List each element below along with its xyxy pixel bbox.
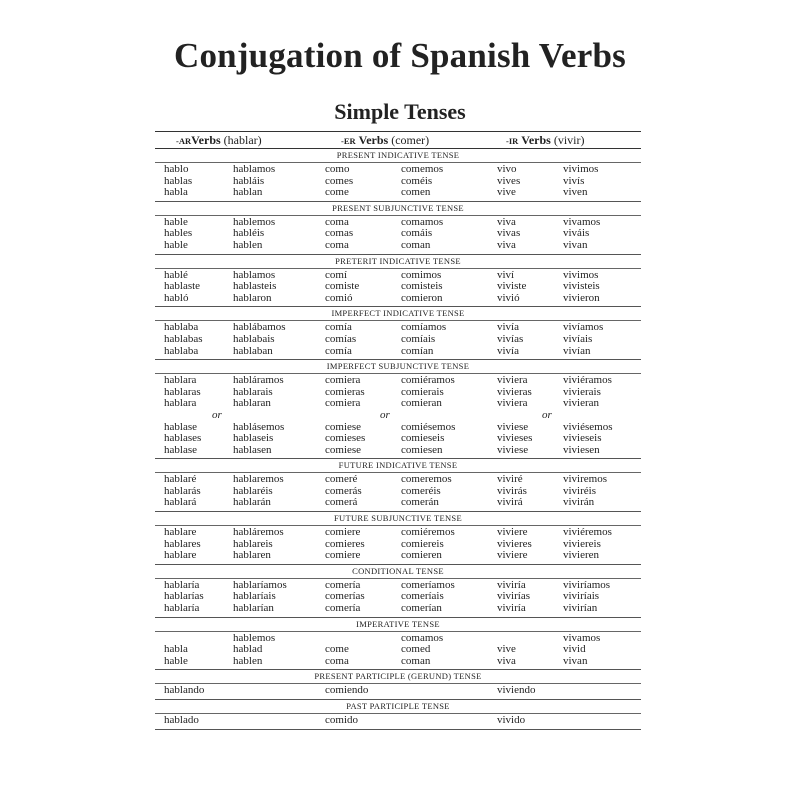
conjugation-cell: comíamos: [401, 321, 447, 334]
conjugation-row: [155, 334, 641, 346]
conjugation-cell: comieron: [401, 291, 443, 304]
conjugation-cell: hablen: [233, 238, 263, 251]
conjugation-cell: comimos: [401, 268, 442, 281]
conjugation-cell: viviría: [497, 578, 526, 591]
conjugation-cell: comieran: [401, 397, 442, 410]
conjugation-cell: habláis: [233, 174, 265, 187]
conjugation-cell: hablará: [164, 496, 197, 509]
conjugation-cell: hablaba: [164, 321, 199, 334]
conjugation-cell: hables: [164, 227, 193, 240]
conjugation-cell: viven: [563, 186, 588, 199]
conjugation-cell: viva: [497, 215, 516, 228]
conjugation-cell: comiese: [325, 443, 362, 456]
conjugation-cell: hablasen: [233, 443, 272, 456]
conjugation-cell: hablé: [164, 268, 188, 281]
conjugation-cell: hable: [164, 654, 188, 667]
conjugation-cell: vivan: [563, 238, 588, 251]
tense-block: [155, 632, 641, 671]
er-example: (comer): [391, 133, 430, 147]
conjugation-cell: comieseis: [401, 432, 445, 445]
conjugation-cell: vive: [497, 643, 516, 656]
conjugation-cell: hablas: [164, 174, 193, 187]
conjugation-cell: coman: [401, 238, 431, 251]
conjugation-cell: hablaba: [164, 344, 199, 357]
conjugation-cell: hablaremos: [233, 473, 284, 486]
conjugation-cell: vivan: [563, 654, 588, 667]
conjugation-cell: viviera: [497, 397, 528, 410]
conjugation-cell: hablaste: [164, 280, 201, 293]
conjugation-cell: comieres: [325, 537, 365, 550]
conjugation-cell: hablásemos: [233, 420, 285, 433]
conjugation-cell: comiste: [325, 280, 360, 293]
conjugation-cell: comerán: [401, 496, 439, 509]
conjugation-cell: hablabas: [164, 332, 203, 345]
conjugation-cell: habláremos: [233, 526, 284, 539]
conjugation-cell: comieren: [401, 549, 442, 562]
tense-block: [155, 374, 641, 459]
tense-block: [155, 216, 641, 255]
conjugation-row: [155, 603, 641, 615]
conjugation-cell: vivían: [563, 344, 591, 357]
conjugation-cell: hablaras: [164, 385, 201, 398]
conjugation-cell: comido: [325, 714, 358, 726]
conjugation-cell: viviré: [497, 473, 523, 486]
conjugation-row: [155, 445, 641, 457]
conjugation-row: [155, 398, 641, 410]
conjugation-cell: comeré: [325, 473, 358, 486]
ar-column-header: [176, 132, 262, 149]
conjugation-cell: hablaseis: [233, 432, 274, 445]
conjugation-cell: viviere: [497, 549, 528, 562]
tense-title: PRESENT INDICATIVE TENSE: [155, 149, 641, 163]
conjugation-cell: hablamos: [233, 163, 276, 175]
conjugation-row: [155, 685, 641, 697]
conjugation-cell: viviendo: [497, 684, 536, 697]
conjugation-cell: comiendo: [325, 684, 369, 697]
conjugation-cell: viviríamos: [563, 578, 611, 591]
conjugation-cell: come: [325, 643, 349, 656]
conjugation-cell: hablábamos: [233, 321, 286, 334]
conjugation-cell: comiésemos: [401, 420, 456, 433]
conjugation-cell: coméis: [401, 174, 433, 187]
conjugation-cell: vive: [497, 186, 516, 199]
conjugation-row: [155, 527, 641, 539]
conjugation-cell: habló: [164, 291, 189, 304]
conjugation-cell: comerías: [325, 590, 365, 603]
tense-block: [155, 163, 641, 202]
conjugation-cell: comiere: [325, 549, 361, 562]
tense-title: CONDITIONAL TENSE: [155, 565, 641, 579]
conjugation-cell: comiera: [325, 374, 361, 387]
tense-title: PRESENT PARTICIPLE (GERUND) TENSE: [155, 670, 641, 684]
conjugation-cell: comiéramos: [401, 374, 455, 387]
conjugation-cell: hablaban: [233, 344, 273, 357]
conjugation-cell: comíais: [401, 332, 436, 345]
conjugation-cell: viviría: [497, 602, 526, 615]
conjugation-cell: viviere: [497, 526, 528, 539]
conjugation-cell: viviste: [497, 280, 527, 293]
conjugation-cell: comerían: [401, 602, 442, 615]
tense-title: FUTURE SUBJUNCTIVE TENSE: [155, 512, 641, 526]
er-word: Verbs: [358, 133, 389, 147]
conjugation-cell: viva: [497, 654, 516, 667]
conjugation-row: [155, 497, 641, 509]
conjugation-cell: viviereis: [563, 537, 601, 550]
tense-title: PRETERIT INDICATIVE TENSE: [155, 255, 641, 269]
conjugation-cell: hablan: [233, 186, 263, 199]
conjugation-cell: hablase: [164, 443, 197, 456]
conjugation-cell: vivías: [497, 332, 524, 345]
conjugation-cell: vivirá: [497, 496, 523, 509]
conjugation-cell: vivieren: [563, 549, 600, 562]
tense-sections: [155, 149, 641, 730]
conjugation-cell: vivieron: [563, 291, 600, 304]
conjugation-cell: comías: [325, 332, 357, 345]
tense-title: IMPERFECT INDICATIVE TENSE: [155, 307, 641, 321]
conjugation-cell: comiéremos: [401, 526, 455, 539]
tense-block: [155, 714, 641, 730]
conjugation-cell: vivieses: [497, 432, 533, 445]
conjugation-cell: hablad: [233, 643, 263, 656]
conjugation-cell: habléis: [233, 227, 265, 240]
er-column-header: [341, 132, 429, 149]
conjugation-cell: comáis: [401, 227, 433, 240]
conjugation-cell: comemos: [401, 163, 444, 175]
conjugation-cell: vivíamos: [563, 321, 604, 334]
conjugation-cell: hablado: [164, 714, 199, 726]
conjugation-row: [155, 715, 641, 727]
conjugation-cell: vivís: [563, 174, 585, 187]
conjugation-cell: hablarán: [233, 496, 271, 509]
conjugation-cell: comerá: [325, 496, 358, 509]
conjugation-cell: viviréis: [563, 484, 596, 497]
conjugation-row: [155, 240, 641, 252]
conjugation-cell: hablarías: [164, 590, 204, 603]
conjugation-cell: hablarais: [233, 385, 273, 398]
conjugation-cell: hablareis: [233, 537, 273, 550]
conjugation-cell: vivimos: [563, 163, 599, 175]
conjugation-cell: vivimos: [563, 268, 599, 281]
conjugation-cell: habláramos: [233, 374, 284, 387]
conjugation-cell: vivido: [497, 714, 526, 726]
conjugation-cell: viviesen: [563, 443, 600, 456]
conjugation-cell: comeremos: [401, 473, 452, 486]
conjugation-cell: vivieres: [497, 537, 532, 550]
conjugation-cell: hablasteis: [233, 280, 277, 293]
conjugation-cell: viviésemos: [563, 420, 613, 433]
conjugation-cell: vivirían: [563, 602, 598, 615]
conjugation-cell: hable: [164, 238, 188, 251]
conjugation-cell: viváis: [563, 227, 590, 240]
conjugation-cell: vivirás: [497, 484, 527, 497]
conjugation-cell: hablaron: [233, 291, 272, 304]
conjugation-cell: viva: [497, 238, 516, 251]
conjugation-cell: vivíais: [563, 332, 593, 345]
conjugation-cell: hablaran: [233, 397, 271, 410]
conjugation-cell: hablases: [164, 432, 202, 445]
conjugation-cell: hablares: [164, 537, 201, 550]
conjugation-table: [155, 131, 641, 730]
conjugation-cell: hablare: [164, 549, 197, 562]
conjugation-cell: vivisteis: [563, 280, 600, 293]
conjugation-cell: habla: [164, 186, 188, 199]
conjugation-cell: vivía: [497, 321, 519, 334]
conjugation-cell: viviéremos: [563, 526, 612, 539]
ar-example: (hablar): [223, 133, 262, 147]
tense-block: [155, 684, 641, 700]
conjugation-cell: hablemos: [233, 631, 276, 644]
or-label: or: [542, 408, 552, 421]
er-label: -ER: [341, 136, 356, 146]
conjugation-cell: vivieseis: [563, 432, 602, 445]
conjugation-row: [155, 550, 641, 562]
conjugation-cell: hablara: [164, 397, 197, 410]
tense-title: PAST PARTICIPLE TENSE: [155, 700, 641, 714]
conjugation-cell: comeréis: [401, 484, 441, 497]
tense-title: PRESENT SUBJUNCTIVE TENSE: [155, 202, 641, 216]
conjugation-cell: vivamos: [563, 631, 601, 644]
conjugation-row: [155, 375, 641, 387]
conjugation-cell: comió: [325, 291, 353, 304]
or-separator-row: [155, 410, 641, 422]
or-label: or: [380, 408, 390, 421]
conjugation-cell: vivierais: [563, 385, 601, 398]
conjugation-cell: vivid: [563, 643, 586, 656]
conjugation-cell: viviéramos: [563, 374, 612, 387]
tense-title: IMPERATIVE TENSE: [155, 618, 641, 632]
conjugation-cell: comed: [401, 643, 431, 656]
conjugation-cell: viviese: [497, 420, 529, 433]
conjugation-cell: hablemos: [233, 215, 276, 228]
conjugation-cell: comería: [325, 602, 361, 615]
tense-block: [155, 526, 641, 565]
conjugation-cell: hablare: [164, 526, 197, 539]
conjugation-row: [155, 656, 641, 668]
conjugation-cell: vivamos: [563, 215, 601, 228]
conjugation-cell: habla: [164, 643, 188, 656]
conjugation-cell: hablaré: [164, 473, 197, 486]
conjugation-cell: comamos: [401, 631, 444, 644]
conjugation-cell: hable: [164, 215, 188, 228]
conjugation-cell: vivieras: [497, 385, 532, 398]
conjugation-cell: comamos: [401, 215, 444, 228]
conjugation-cell: vivieran: [563, 397, 600, 410]
conjugation-cell: come: [325, 186, 349, 199]
tense-block: [155, 321, 641, 360]
conjugation-cell: coma: [325, 654, 349, 667]
conjugation-cell: comí: [325, 268, 347, 281]
ar-label: -AR: [176, 136, 192, 146]
conjugation-cell: comía: [325, 344, 352, 357]
conjugation-cell: coman: [401, 654, 431, 667]
conjugation-cell: comieses: [325, 432, 366, 445]
conjugation-cell: vivo: [497, 163, 517, 175]
conjugation-cell: hablarás: [164, 484, 201, 497]
tense-title: IMPERFECT SUBJUNCTIVE TENSE: [155, 360, 641, 374]
conjugation-cell: hablo: [164, 163, 189, 175]
conjugation-cell: hablase: [164, 420, 197, 433]
conjugation-cell: comieras: [325, 385, 365, 398]
ar-word: Verbs: [191, 133, 221, 147]
tense-block: [155, 579, 641, 618]
conjugation-cell: hablaría: [164, 602, 200, 615]
page-subtitle: Simple Tenses: [334, 99, 466, 124]
conjugation-row: [155, 164, 641, 176]
conjugation-cell: hablaríais: [233, 590, 276, 603]
conjugation-cell: vivirías: [497, 590, 530, 603]
ir-example: (vivir): [553, 133, 585, 147]
conjugation-cell: vivirán: [563, 496, 595, 509]
conjugation-cell: comes: [325, 174, 354, 187]
conjugation-cell: comeríais: [401, 590, 444, 603]
conjugation-cell: comiera: [325, 397, 361, 410]
conjugation-cell: hablaréis: [233, 484, 273, 497]
page-title: Conjugation of Spanish Verbs: [173, 36, 626, 75]
conjugation-cell: hablarían: [233, 602, 274, 615]
conjugation-cell: comían: [401, 344, 434, 357]
conjugation-row: [155, 187, 641, 199]
conjugation-cell: hablaren: [233, 549, 271, 562]
conjugation-cell: vivas: [497, 227, 521, 240]
conjugation-cell: viviese: [497, 443, 529, 456]
conjugation-cell: viviera: [497, 374, 528, 387]
ir-word: Verbs: [521, 133, 551, 147]
conjugation-cell: hablabais: [233, 332, 275, 345]
conjugation-cell: viviremos: [563, 473, 607, 486]
ir-column-header: [506, 132, 585, 149]
tense-block: [155, 473, 641, 512]
conjugation-cell: hablaríamos: [233, 578, 287, 591]
conjugation-cell: comiereis: [401, 537, 444, 550]
conjugation-cell: comen: [401, 186, 431, 199]
conjugation-cell: comería: [325, 578, 361, 591]
tense-title: FUTURE INDICATIVE TENSE: [155, 459, 641, 473]
conjugation-cell: comisteis: [401, 280, 443, 293]
table-header: [155, 131, 641, 149]
or-label: or: [212, 408, 222, 421]
conjugation-row: [155, 281, 641, 293]
conjugation-cell: coma: [325, 215, 349, 228]
conjugation-cell: coma: [325, 238, 349, 251]
conjugation-cell: comía: [325, 321, 352, 334]
conjugation-row: [155, 293, 641, 305]
ir-label: -IR: [506, 136, 519, 146]
conjugation-cell: viviríais: [563, 590, 600, 603]
conjugation-cell: comiesen: [401, 443, 443, 456]
conjugation-cell: vivía: [497, 344, 519, 357]
conjugation-cell: hablaría: [164, 578, 200, 591]
conjugation-cell: comeríamos: [401, 578, 455, 591]
conjugation-cell: comierais: [401, 385, 444, 398]
conjugation-cell: hablara: [164, 374, 197, 387]
conjugation-cell: hablando: [164, 684, 205, 697]
conjugation-cell: comiere: [325, 526, 361, 539]
conjugation-cell: comas: [325, 227, 354, 240]
conjugation-cell: vives: [497, 174, 521, 187]
conjugation-row: [155, 346, 641, 358]
conjugation-cell: como: [325, 163, 350, 175]
conjugation-cell: hablen: [233, 654, 263, 667]
conjugation-row: [155, 433, 641, 445]
conjugation-cell: comerás: [325, 484, 362, 497]
conjugation-cell: viví: [497, 268, 515, 281]
tense-block: [155, 269, 641, 308]
conjugation-cell: hablamos: [233, 268, 276, 281]
conjugation-cell: vivió: [497, 291, 520, 304]
conjugation-cell: comiese: [325, 420, 362, 433]
